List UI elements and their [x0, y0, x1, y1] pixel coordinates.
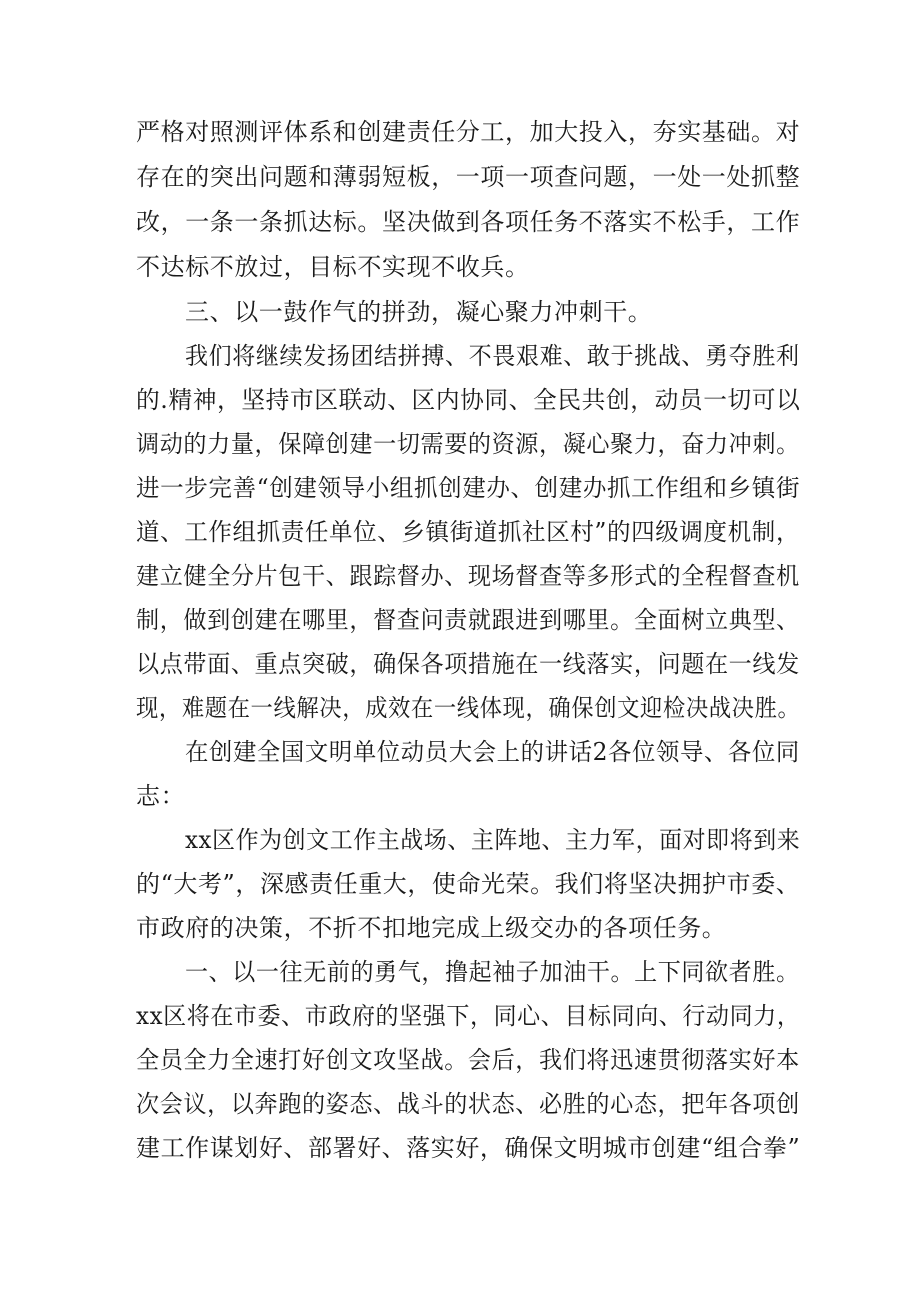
text-line: 建工作谋划好、部署好、落实好，确保文明城市创建“组合拳” [136, 1134, 801, 1162]
text-line: 我们将继续发扬团结拼搏、不畏艰难、敢于挑战、勇夺胜利 [185, 342, 800, 370]
text-line: 制，做到创建在哪里，督查问责就跟进到哪里。全面树立典型、 [136, 606, 800, 634]
section-heading: 三、以一鼓作气的拼劲，凝心聚力冲刺干。 [185, 298, 653, 326]
text-line: 市政府的决策，不折不扣地完成上级交办的各项任务。 [136, 914, 727, 942]
text-line: 以点带面、重点突破，确保各项措施在一线落实，问题在一线发 [136, 650, 800, 678]
text-line: xx区将在市委、市政府的坚强下，同心、目标同向、行动同力， [136, 1002, 801, 1030]
text-line: 调动的力量，保障创建一切需要的资源，凝心聚力，奋力冲刺。 [136, 430, 800, 458]
text-line: 志： [136, 782, 186, 810]
text-line: 严格对照测评体系和创建责任分工，加大投入，夯实基础。对 [136, 118, 801, 146]
text-line: 进一步完善“创建领导小组抓创建办、创建办抓工作组和乡镇街 [136, 474, 801, 502]
section-heading: 一、以一往无前的勇气，撸起袖子加油干。上下同欲者胜。 [185, 958, 800, 986]
text-line: 改，一条一条抓达标。坚决做到各项任务不落实不松手，工作 [136, 208, 801, 236]
text-line: 不达标不放过，目标不实现不收兵。 [136, 253, 530, 281]
speech-title-line: 在创建全国文明单位动员大会上的讲话2各位领导、各位同 [185, 738, 800, 766]
text-line: 的“大考”，深感责任重大，使命光荣。我们将坚决拥护市委、 [136, 870, 801, 898]
text-line: 存在的突出问题和薄弱短板，一项一项查问题，一处一处抓整 [136, 163, 801, 191]
text-line: xx区作为创文工作主战场、主阵地、主力军，面对即将到来 [185, 826, 801, 854]
text-line: 的.精神，坚持市区联动、区内协同、全民共创，动员一切可以 [136, 386, 801, 414]
text-line: 全员全力全速打好创文攻坚战。会后，我们将迅速贯彻落实好本 [136, 1046, 800, 1074]
text-line: 建立健全分片包干、跟踪督办、现场督查等多形式的全程督查机 [136, 562, 800, 590]
text-line: 现，难题在一线解决，成效在一线体现，确保创文迎检决战决胜。 [136, 694, 801, 722]
text-line: 次会议，以奔跑的姿态、战斗的状态、必胜的心态，把年各项创 [136, 1090, 800, 1118]
text-line: 道、工作组抓责任单位、乡镇街道抓社区村”的四级调度机制， [136, 518, 801, 546]
